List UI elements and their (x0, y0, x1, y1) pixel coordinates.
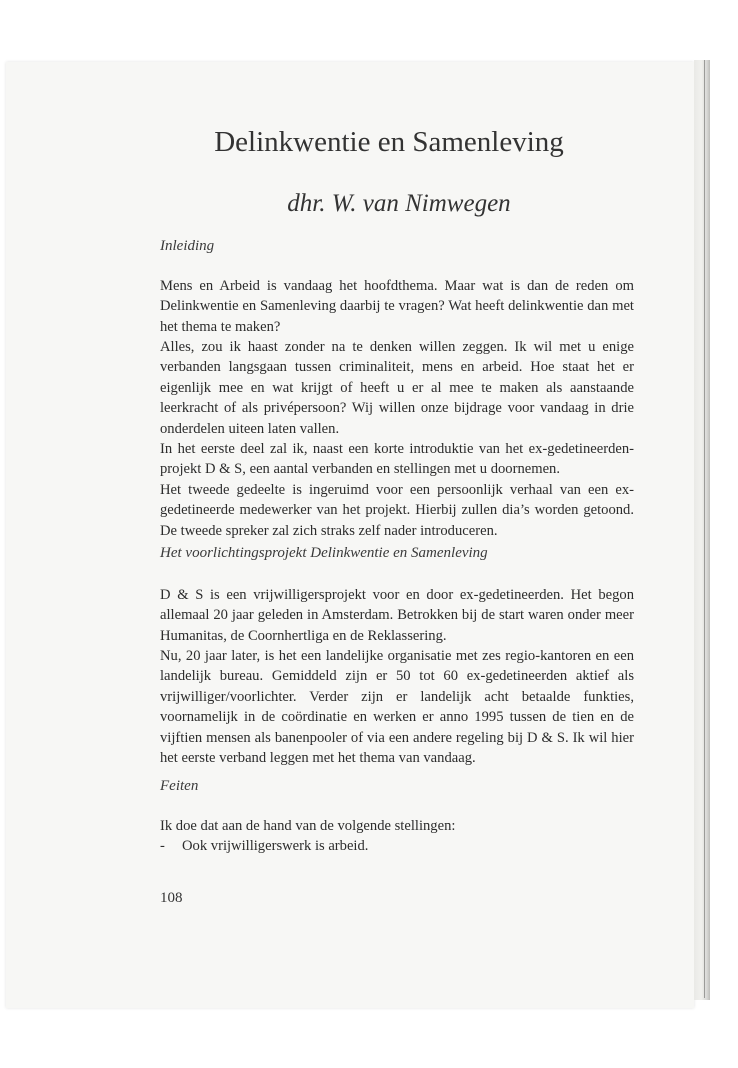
list-item (160, 836, 634, 856)
author-name: dhr. W. van Nimwegen (287, 190, 511, 217)
paragraph: Het tweede gedeelte is ingeruimd voor een persoonlijk verhaal van een ex-gedetineerde medewerker van het projekt. Hierbij zullen dia’s worden getoond. De tweede spreker zal zich straks zelf nader introduceren. (160, 482, 634, 539)
paragraph: Ik doe dat aan de hand van de volgende stellingen: (160, 818, 456, 834)
section-heading-inleiding: Inleiding (160, 238, 215, 254)
paragraph: Nu, 20 jaar later, is het een landelijke organisatie met zes regio-kantoren en een landelijk bureau. Gemiddeld zijn er 50 tot 60 ex-gedetineerden aktief als vrijwilliger/voorlichter. Verder zijn er landelijk acht betaalde funkties, voornamelijk in de coördinatie en werken er anno 1995 tussen de tien en de vijftien mensen als banenpooler of via een andere regeling bij D & S. Ik wil hier het eerste verband leggen met het thema van vandaag. (160, 648, 634, 767)
paragraph: In het eerste deel zal ik, naast een korte introduktie van het ex-gedetineerden-projekt D & S, een aantal verbanden en stellingen met u doornemen. (160, 441, 634, 478)
paragraph: Alles, zou ik haast zonder na te denken willen zeggen. Ik wil met u enige verbanden langsgaan tussen criminaliteit, mens en arbeid. Hoe staat het er eigenlijk mee en wat krijgt of heeft u er al mee te maken als aanstaande leerkracht of als privépersoon? Wij willen onze bijdrage voor vandaag in drie onderdelen uiteen laten vallen. (160, 339, 634, 437)
list-dash: - (160, 838, 165, 854)
paragraph: D & S is een vrijwilligersprojekt voor en door ex-gedetineerden. Het begon allemaal 20 jaar geleden in Amsterdam. Betrokken bij de start waren onder meer Humanitas, de Coornhertliga en de Reklassering. (160, 587, 634, 644)
page-title: Delinkwentie en Samenleving (214, 126, 564, 158)
section-heading-voorlichtingsprojekt: Het voorlichtingsprojekt Delinkwentie en Samenleving (160, 545, 488, 561)
section-heading-feiten: Feiten (160, 778, 199, 794)
page-number: 108 (160, 890, 183, 906)
list-item-text: Ook vrijwilligerswerk is arbeid. (182, 838, 369, 854)
paragraph: Mens en Arbeid is vandaag het hoofdthema. Maar wat is dan de reden om Delinkwentie en Samenleving daarbij te vragen? Wat heeft delinkwentie dan met het thema te maken? (160, 278, 634, 335)
